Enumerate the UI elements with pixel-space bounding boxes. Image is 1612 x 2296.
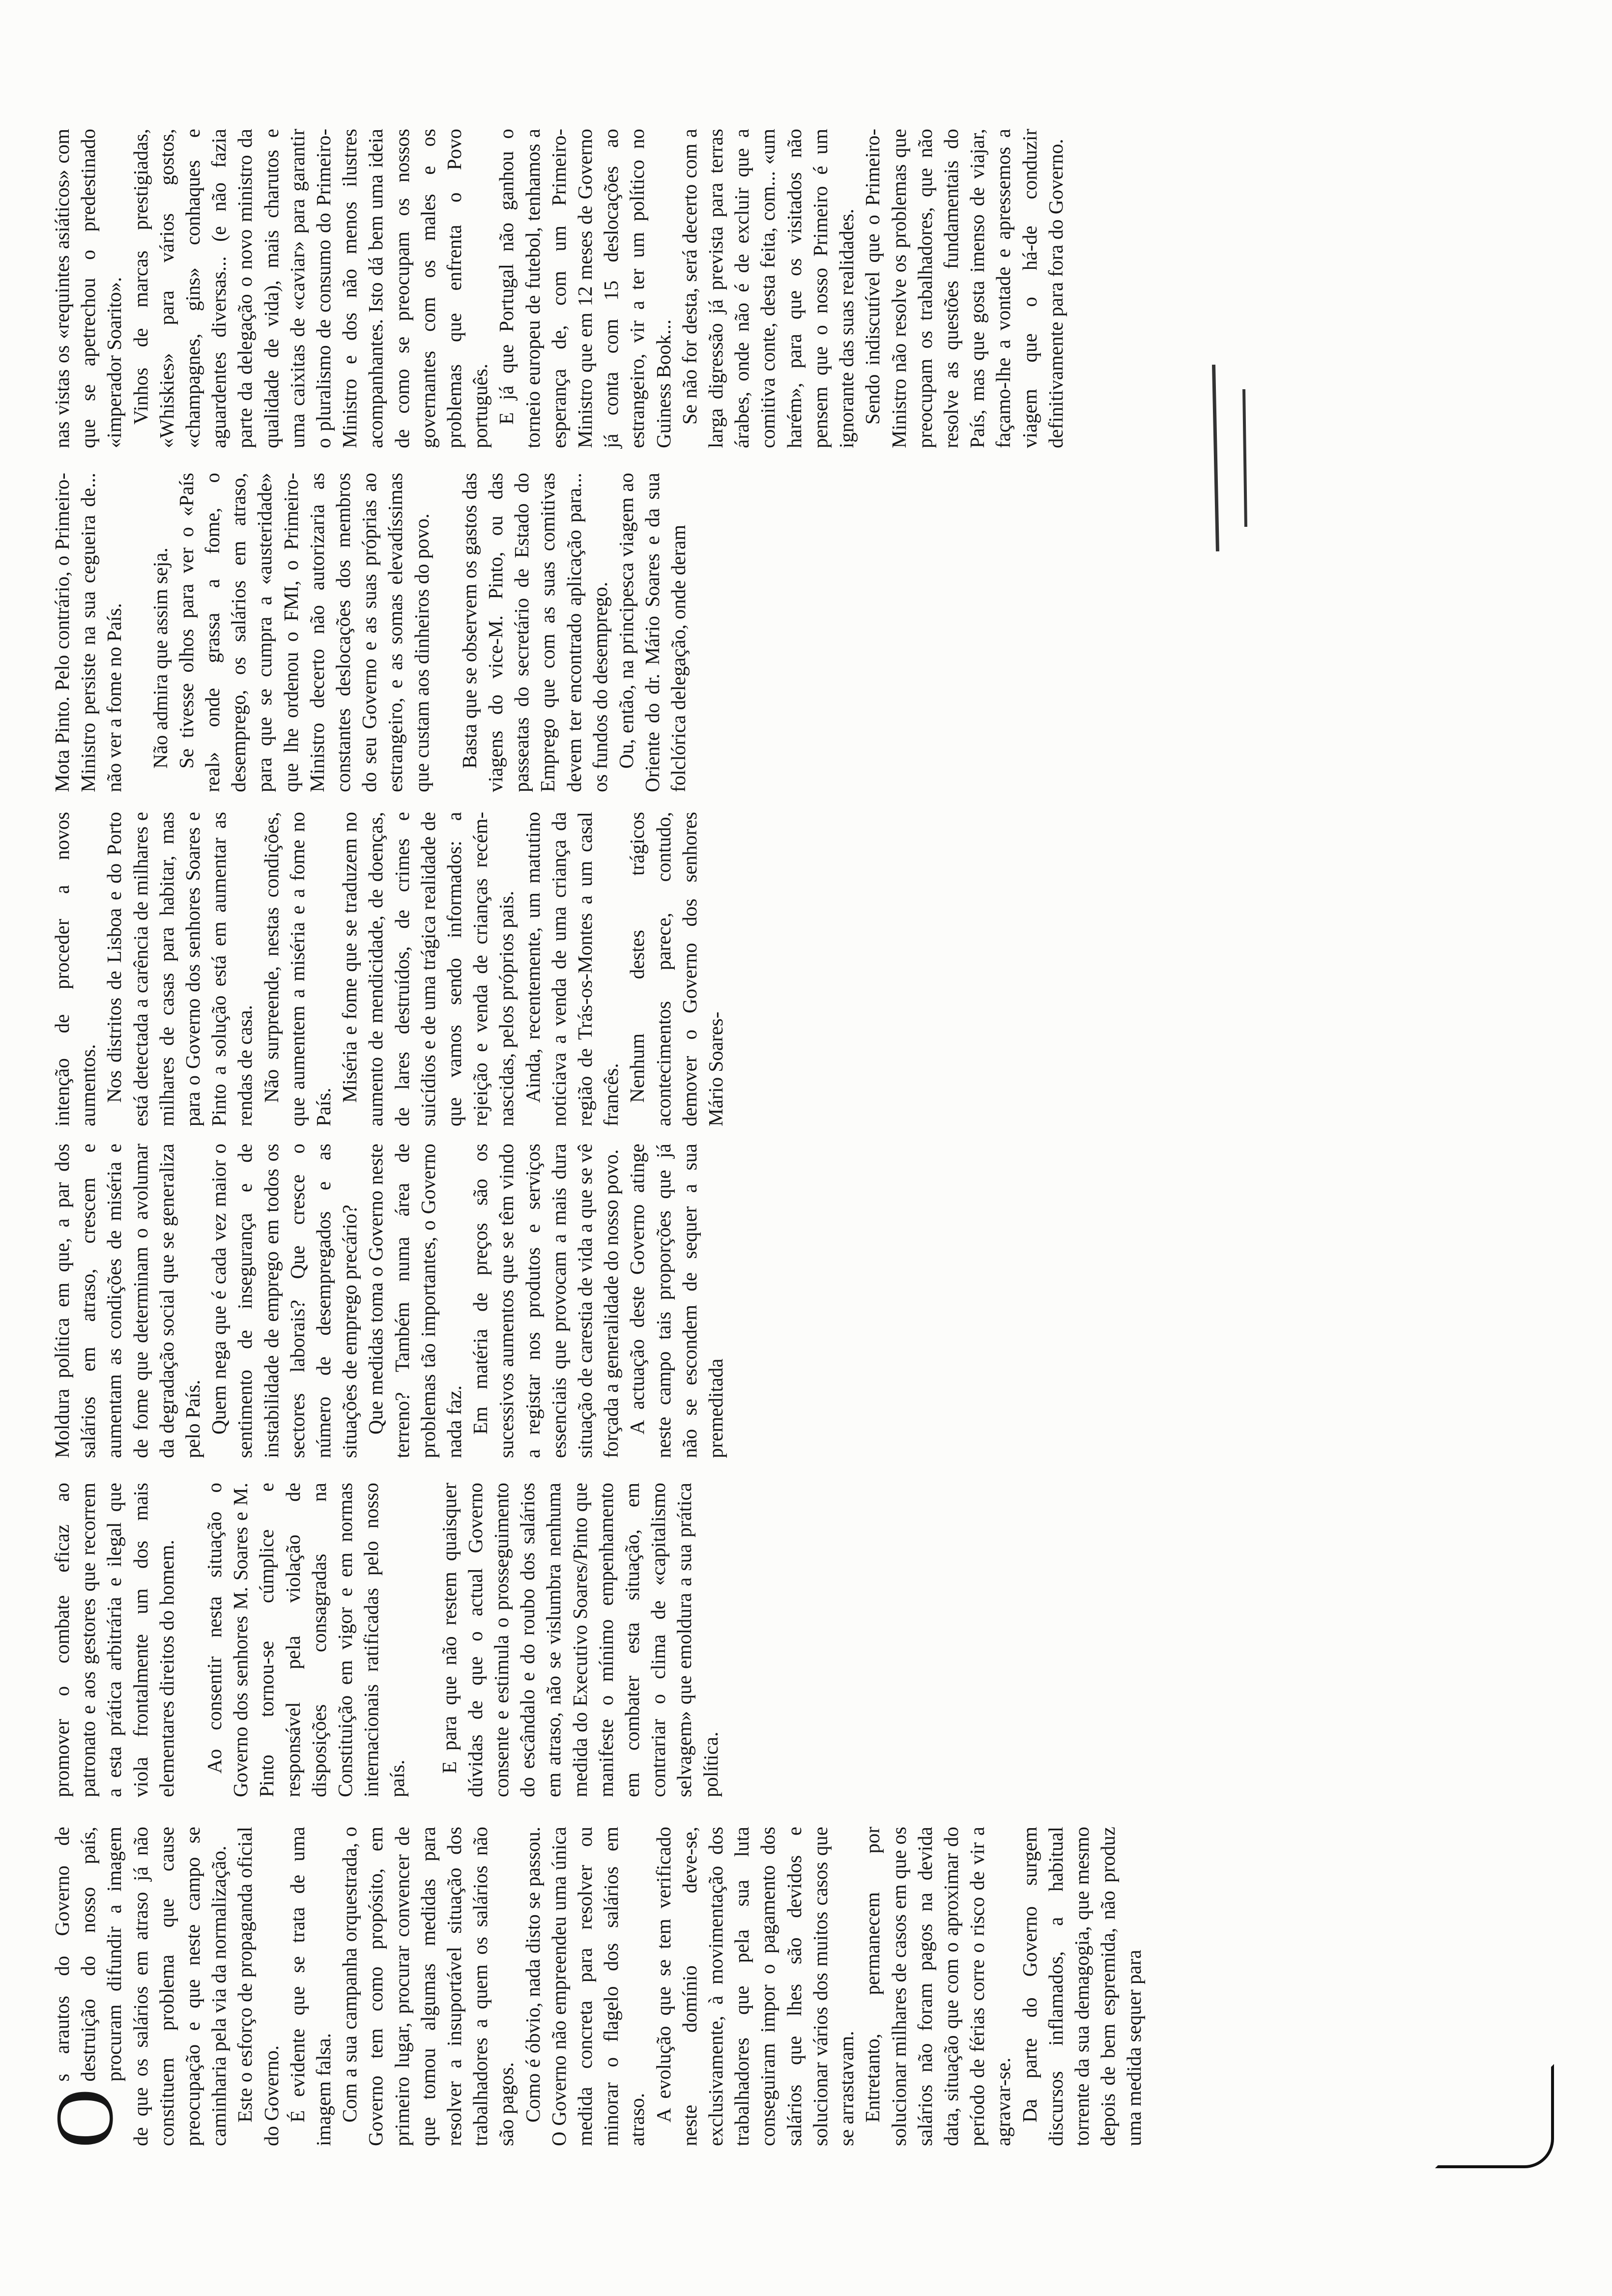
paragraph: nas vistas os «requintes asiáticos» com que se apetrechou o predestinado «imperador Soarito». bbox=[51, 129, 126, 448]
paragraph: A actuação deste Governo atinge neste campo tais proporções que já não se escondem de sequer a sua premeditada bbox=[626, 1144, 727, 1458]
paragraph: Não admira que assim seja. bbox=[148, 547, 172, 769]
paragraph: E já que Portugal não ganhou o torneio europeu de futebol, tenhamos a esperança de, com um Primeiro-Ministro que em 12 meses de Governo já conta com 15 deslocações ao estrangeiro, vir a ter um político no Guiness Book... bbox=[495, 129, 675, 448]
paragraph: Moldura política em que, a par dos salários em atraso, crescem e aumentam as condições de miséria e de fome que determinam o avolumar da degradação social que se generaliza pelo País. bbox=[51, 1144, 204, 1458]
article-column-5 bbox=[49, 473, 692, 792]
paragraph: Que medidas toma o Governo neste terreno? Também numa área de problemas tão importantes, o Governo nada faz. bbox=[364, 1144, 466, 1458]
article-column-2 bbox=[49, 1483, 724, 1797]
paragraph: Se não for desta, será decerto com a larga digressão já prevista para terras árabes, onde não é de excluir que a comitiva conte, desta feita, com... «um harém», para que os visitados não pensem que o nosso Primeiro é um ignorante das suas realidades. bbox=[678, 129, 858, 448]
paragraph: A evolução que se tem verificado neste domínio deve-se, exclusivamente, à movimentação dos trabalhadores que pela sua luta conseguiram impor o pagamento dos salários que lhes são devidos e solucionar vários dos muitos casos que se arrastavam. bbox=[652, 1827, 858, 2146]
article-column-6 bbox=[49, 129, 1069, 448]
paragraph: Quem nega que é cada vez maior o sentimento de insegurança e de instabilidade de emprego em todos os sectores laborais? Que cresce o número de desempregados e as situações de emprego precário? bbox=[207, 1144, 361, 1458]
handwritten-underline bbox=[1242, 389, 1247, 527]
paragraph: intenção de proceder a novos aumentos. bbox=[51, 812, 100, 1126]
paragraph: Se tivesse olhos para ver o «País real» onde grassa a fome, o desemprego, os salários em atraso, para que se cumpra a «austeridade» que lhe ordenou o FMI, o Primeiro-Ministro decerto não autorizaria as constantes deslocações dos membros do seu Governo e as suas próprias ao estrangeiro, e as somas elevadíssimas que custam aos dinheiros do povo. bbox=[174, 473, 433, 792]
paragraph: Ou, então, na principesca viagem ao Oriente do dr. Mário Soares e da sua folclórica delegação, onde deram bbox=[615, 473, 690, 792]
paragraph: E para que não restem quaisquer dúvidas de que o actual Governo consente e estimula o prosseguimento do escândalo e do roubo dos salários em atraso, não se vislumbra nenhuma medida do Executivo Soares/Pinto que manifeste o mínimo empenhamento em combater esta situação, em contrariar o clima de «capitalismo selvagem» que emoldura a sua prática política. bbox=[437, 1483, 722, 1797]
paragraph: Como é óbvio, nada disto se passou. O Governo não empreendeu uma única medida concreta para resolver ou minorar o flagelo dos salários em atraso. bbox=[521, 1827, 649, 2146]
paragraph: É evidente que se trata de uma imagem falsa. bbox=[286, 1827, 335, 2146]
paragraph: Sendo indiscutível que o Primeiro-Ministro não resolve os problemas que preocupam os trabalhadores, que não resolve as questões fundamentais do País, mas que gosta imenso de viajar, façamo-lhe a vontade e apressemos a viagem que o há-de conduzir definitivamente para fora do Governo. bbox=[861, 129, 1067, 448]
paragraph: Basta que se observem os gastos das viagens do vice-M. Pinto, ou das passeatas do secretário de Estado do Emprego que com as suas comitivas devem ter encontrado aplicação para... os fundos do desemprego. bbox=[458, 473, 611, 792]
paragraph: Não surpreende, nestas condições, que aumentem a miséria e a fome no País. bbox=[259, 812, 335, 1126]
article-column-3 bbox=[49, 1144, 729, 1458]
paragraph: promover o combate eficaz ao patronato e aos gestores que recorrem a esta prática arbitrária e ilegal que viola frontalmente um dos mais elementares direitos do homem. bbox=[51, 1483, 178, 1797]
article-column-1 bbox=[39, 1827, 1148, 2148]
handwritten-underline bbox=[1212, 365, 1219, 551]
handwritten-bracket-mark bbox=[1435, 2064, 1554, 2168]
paragraph: Miséria e fome que se traduzem no aumento de mendicidade, de doenças, de lares destruídos, de crimes e suicídios e de uma trágica realidade de que vamos sendo informados: a rejeição e venda de crianças recém-nascidas, pelos próprios pais. bbox=[338, 812, 518, 1126]
paragraph: s arautos do Governo de destruição do nosso país, procuram difundir a imagem de que os salários em atraso já não constituem problema que cause preocupação e que neste campo se caminharia pela via da normalização. bbox=[51, 1827, 230, 2146]
paragraph: Mota Pinto. Pelo contrário, o Primeiro-Ministro persiste na sua cegueira de... não ver a fome no País. bbox=[51, 473, 126, 792]
paragraph: Entretanto, permanecem por solucionar milhares de casos em que os salários não foram pagos na devida data, situação que com o aproximar do período de férias corre o risco de vir a agravar-se. bbox=[861, 1827, 1015, 2146]
paragraph: Nos distritos de Lisboa e do Porto está detectada a carência de milhares e milhares de casas para habitar, mas para o Governo dos senhores Soares e Pinto a solução está em aumentar as rendas de casa. bbox=[103, 812, 257, 1126]
paragraph: Com a sua campanha orquestrada, o Governo tem como propósito, em primeiro lugar, procurar convencer de que tomou algumas medidas para resolver a insuportável situação dos trabalhadores a quem os salários não são pagos. bbox=[338, 1827, 518, 2146]
paragraph: Em matéria de preços são os sucessivos aumentos que se têm vindo a registar nos produtos e serviços essenciais que provocam a mais dura situação de carestia de vida a que se vê forçada a generalidade do nosso povo. bbox=[469, 1144, 623, 1458]
paragraph: Ao consentir nesta situação o Governo dos senhores M. Soares e M. Pinto tornou-se cúmplice e responsável pela violação de disposições consagradas na Constituição em vigor e em normas internacionais ratificadas pelo nosso país. bbox=[203, 1483, 409, 1797]
paragraph: Da parte do Governo surgem discursos inflamados, a habitual torrente da sua demagogia, que mesmo depois de bem espremida, não produz uma medida sequer para bbox=[1018, 1827, 1146, 2146]
article-column-4 bbox=[49, 812, 729, 1126]
paragraph: Este o esforço de propaganda oficial do Governo. bbox=[233, 1827, 283, 2146]
drop-cap: O bbox=[39, 2088, 130, 2148]
paragraph: Ainda, recentemente, um matutino noticiava a venda de uma criança da região de Trás-os-Montes a um casal francês. bbox=[521, 812, 623, 1126]
paragraph: Vinhos de marcas prestigiadas, «Whiskies» para vários gostos, «champagnes, gins» conhaques e aguardentes diversas... (e não fazia parte da delegação o novo ministro da qualidade de vida), mais charutos e uma caixitas de «caviar» para garantir o pluralismo de consumo do Primeiro-Ministro e dos não menos ilustres acompanhantes. Isto dá bem uma ideia de como se preocupam os nossos governantes com os males e os problemas que enfrenta o Povo português. bbox=[129, 129, 492, 448]
paragraph: Nenhum destes trágicos acontecimentos parece, contudo, demover o Governo dos senhores Mário Soares- bbox=[626, 812, 727, 1126]
